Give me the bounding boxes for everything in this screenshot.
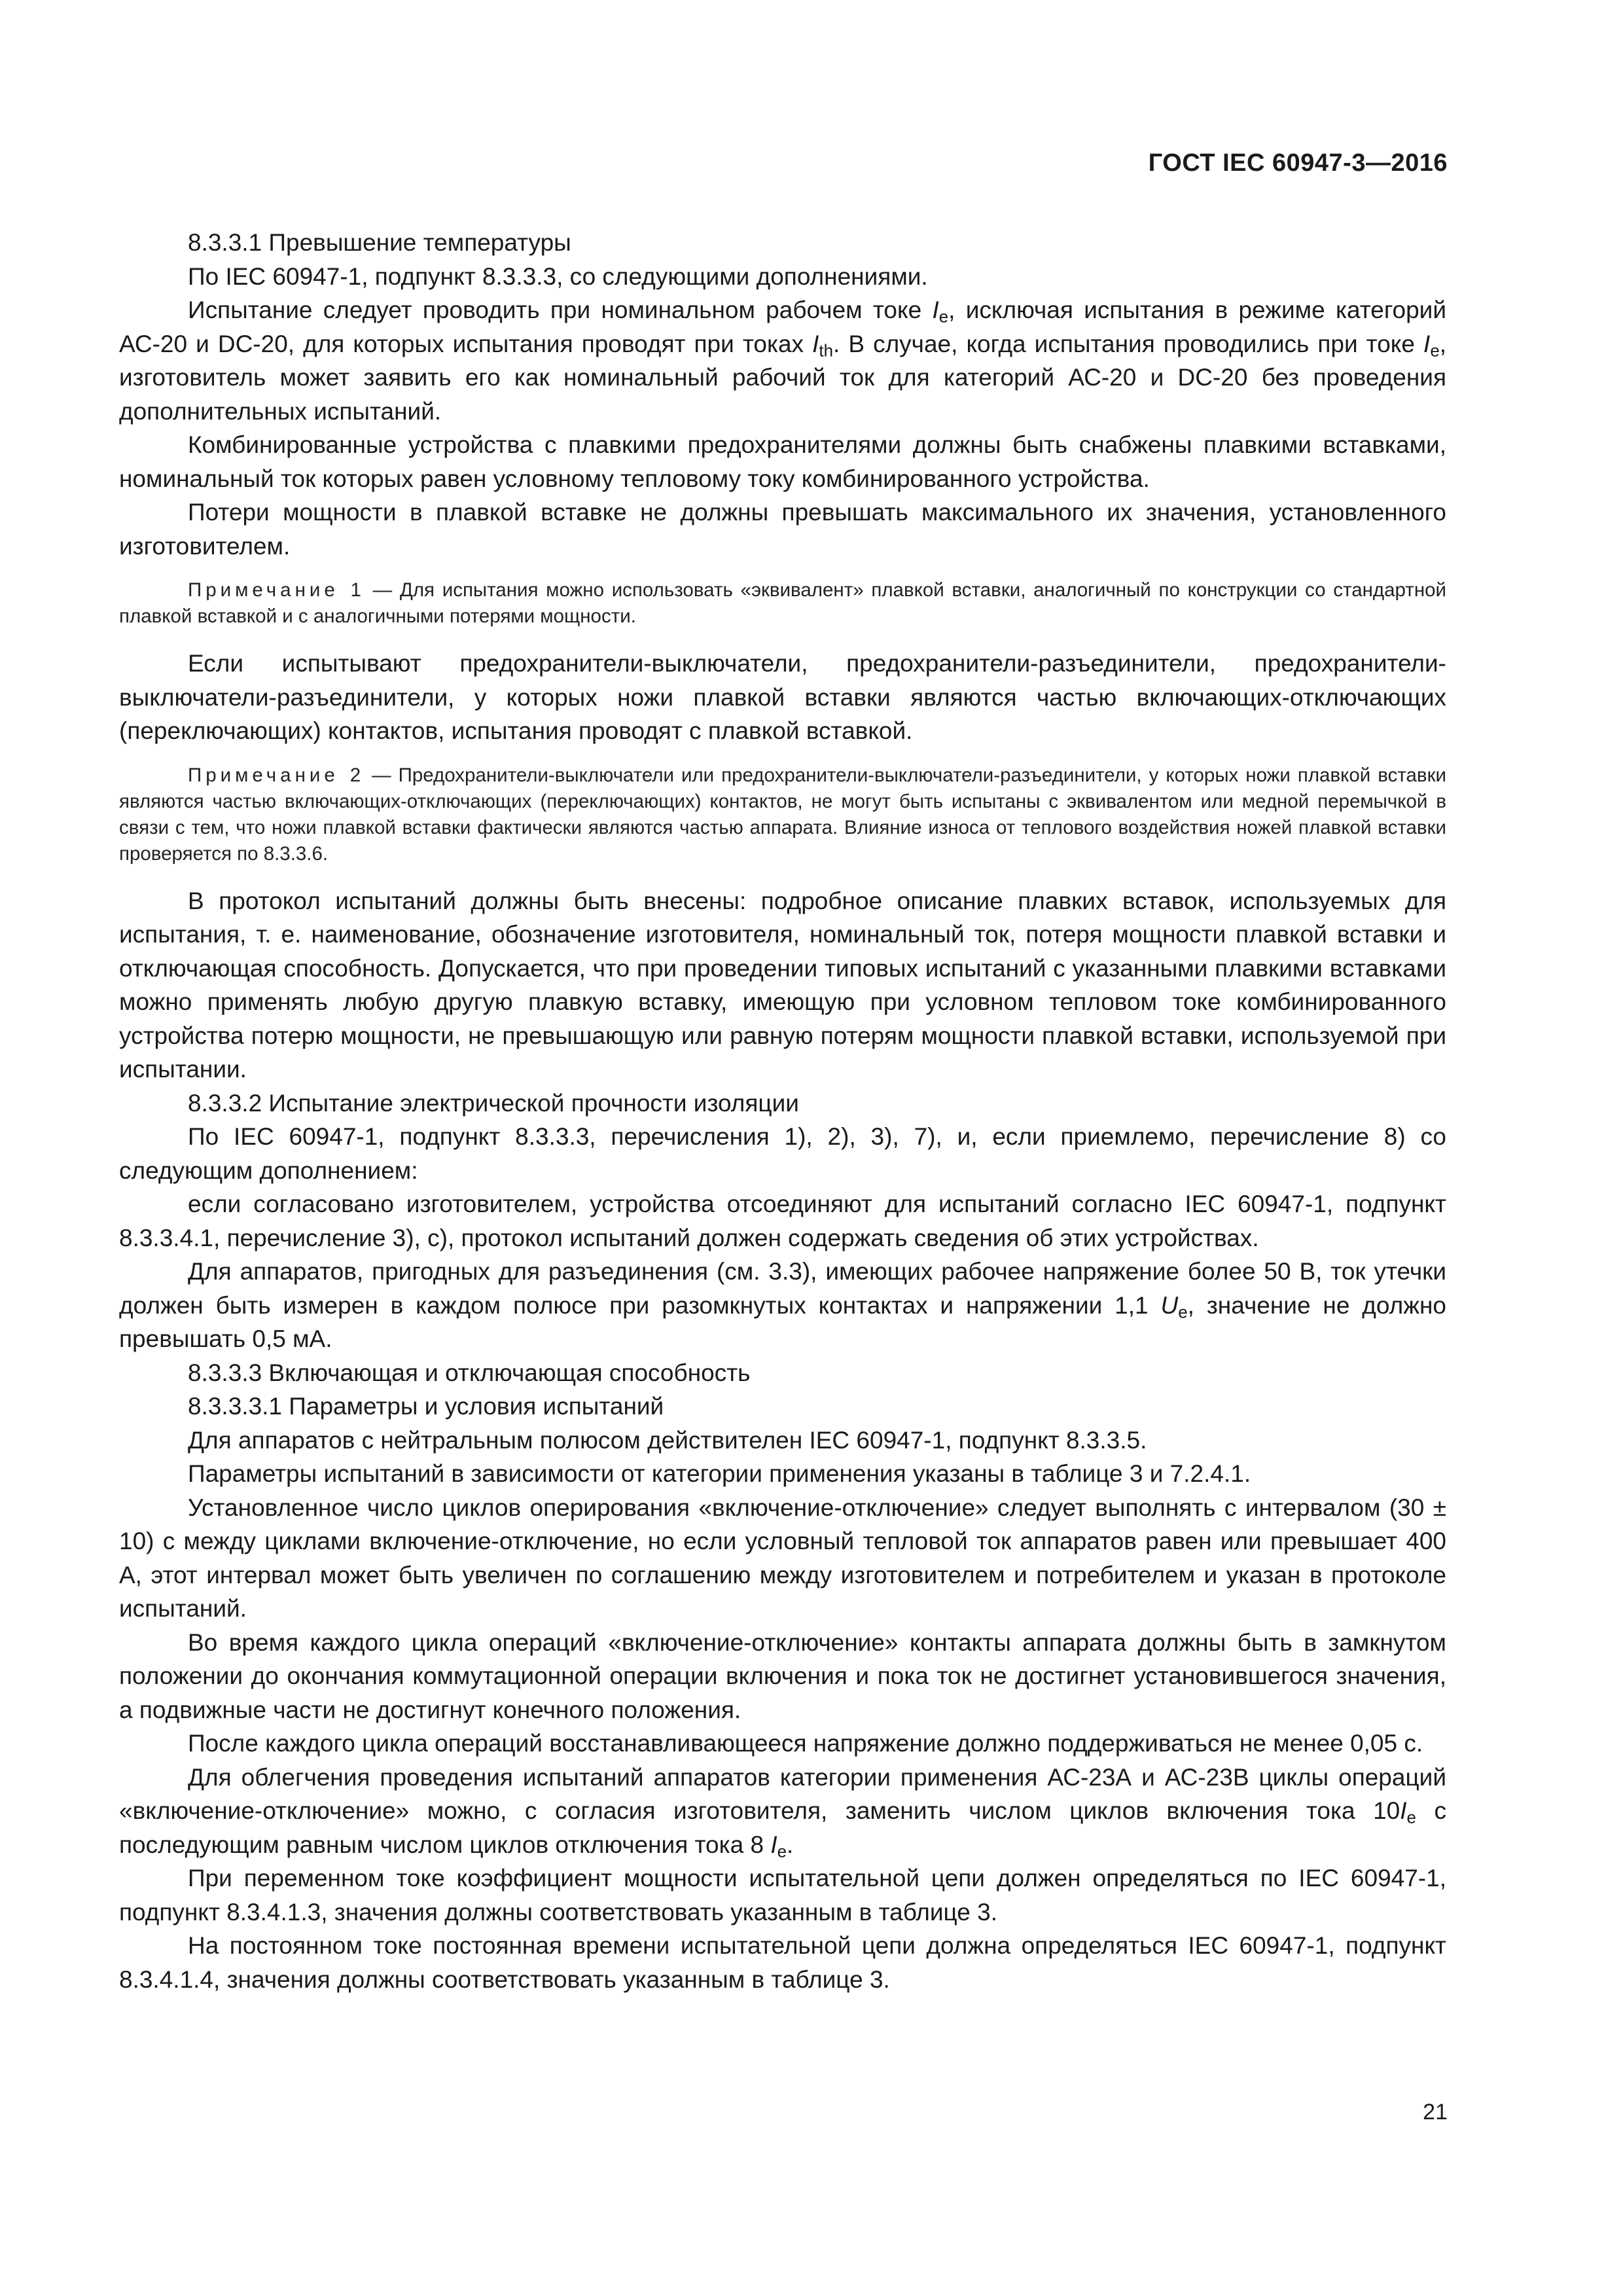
test-current-paragraph: Испытание следует проводить при номинальном рабочем токе $I_e$, исключая испытания в режиме категорий АС-20 и DC-20, для которых испытания проводят при токах $I_{th}$. В случае, когда испытания проводились при токе $I_e$, изготовитель может заявить его как номинальный рабочий ток для категорий АС-20 и DC-20 без проведения дополнительных испытаний. — [119, 296, 1446, 425]
recovery-voltage-paragraph: После каждого цикла операций восстанавливающееся напряжение должно поддерживаться не менее 0,05 с. — [188, 1730, 1423, 1757]
operating-cycles-paragraph: Установленное число циклов оперирования «включение-отключение» следует выполнять с интервалом (30 ± 10) с между циклами включение-отключение, но если условный тепловой ток аппаратов равен или превышает 400 А, этот интервал может быть увеличен по соглашению между изготовителем и потребителем и указан в протоколе испытаний. — [119, 1494, 1446, 1622]
contacts-position-paragraph: Во время каждого цикла операций «включение-отключение» контакты аппарата должны быть в замкнутом положении до окончания коммутационной операции включения и пока ток не достигнет установившегося значения, а подвижные части не достигнут конечного положения. — [119, 1628, 1446, 1723]
test-parameters-paragraph: Параметры испытаний в зависимости от категории применения указаны в таблице 3 и 7.2.4.1. — [188, 1460, 1251, 1487]
switch-fuses-paragraph: Если испытывают предохранители-выключатели, предохранители-разъединители, предохранители-выключатели-разъединители, у которых ножи плавкой вставки являются частью включающих-отключающих (переключающих) контактов, испытания проводят с плавкой вставкой. — [119, 650, 1446, 744]
section-8331-title: 8.3.3.1 Превышение температуры — [188, 229, 571, 256]
neutral-pole-paragraph: Для аппаратов с нейтральным полюсом действителен IEC 60947-1, подпункт 8.3.3.5. — [188, 1426, 1147, 1454]
power-factor-paragraph: При переменном токе коэффициент мощности испытательной цепи должен определяться по IEC 60947-1, подпункт 8.3.4.1.3, значения должны соответствовать указанным в таблице 3. — [119, 1865, 1446, 1926]
section-8333-title: 8.3.3.3 Включающая и отключающая способность — [188, 1359, 751, 1386]
note-2: Примечание 2 — Предохранители-выключатели или предохранители-выключатели-разъединители, у которых ножи плавкой вставки являются частью включающих-отключающих (переключающих) контактов, не могут быть испытаны с эквивалентом или медной перемычкой в связи с тем, что ножи плавкой вставки фактически являются частью аппарата. Влияние износа от теплового воздействия ножей плавкой вставки проверяется по 8.3.3.6. — [119, 764, 1446, 865]
page-content — [119, 226, 1446, 1996]
note-2-label: Примечание 2 — [188, 764, 365, 786]
protocol-paragraph: В протокол испытаний должны быть внесены: подробное описание плавких вставок, используемых для испытания, т. е. наименование, обозначение изготовителя, номинальный ток, потеря мощности плавкой вставки и отключающая способность. Допускается, что при проведении типовых испытаний с указанными плавкими вставками можно применять любую другую плавкую вставку, имеющую при условном тепловом токе комбинированного устройства потерю мощности, не превышающую или равную потерям мощности плавкой вставки, используемой при испытании. — [119, 887, 1446, 1083]
dc-time-constant-paragraph: На постоянном токе постоянная времени испытательной цепи должна определяться IEC 60947-1, подпункт 8.3.4.1.4, значения должны соответствовать указанным в таблице 3. — [119, 1932, 1446, 1993]
combined-devices-paragraph: Комбинированные устройства с плавкими предохранителями должны быть снабжены плавкими вставками, номинальный ток которых равен условному тепловому току комбинированного устройства. — [119, 431, 1446, 492]
section-8331-reference: По IEC 60947-1, подпункт 8.3.3.3, со следующими дополнениями. — [188, 262, 928, 290]
document-header: ГОСТ IEC 60947-3—2016 — [1148, 149, 1448, 177]
ac23-cycles-paragraph: Для облегчения проведения испытаний аппаратов категории применения АС-23А и АС-23В циклы операций «включение-отключение» можно, с согласия изготовителя, заменить числом циклов включения тока $10I_e$ с последующим равным числом циклов отключения тока 8 $I_e$. — [119, 1763, 1446, 1861]
note-1: Примечание 1 — Для испытания можно использовать «эквивалент» плавкой вставки, аналогичный по конструкции со стандартной плавкой вставкой и с аналогичными потерями мощности. — [119, 579, 1446, 627]
section-8332-reference: По IEC 60947-1, подпункт 8.3.3.3, перечисления 1), 2), 3), 7), и, если приемлемо, перечисление 8) со следующим дополнением: — [119, 1123, 1446, 1184]
page-number: 21 — [1423, 2100, 1448, 2125]
power-losses-paragraph: Потери мощности в плавкой вставке не должны превышать максимального их значения, установленного изготовителем. — [119, 499, 1446, 560]
section-83331-title: 8.3.3.3.1 Параметры и условия испытаний — [188, 1393, 664, 1420]
leakage-current-paragraph: Для аппаратов, пригодных для разъединения (см. 3.3), имеющих рабочее напряжение более 50 В, ток утечки должен быть измерен в каждом полюсе при разомкнутых контактах и напряжении 1,1 $U_e$, значение не должно превышать 0,5 мА. — [119, 1258, 1447, 1352]
section-8332-agreed: если согласовано изготовителем, устройства отсоединяют для испытаний согласно IEC 60947-1, подпункт 8.3.3.4.1, перечисление 3), с), протокол испытаний должен содержать сведения об этих устройствах. — [119, 1191, 1446, 1251]
section-8332-title: 8.3.3.2 Испытание электрической прочности изоляции — [188, 1089, 799, 1117]
note-1-label: Примечание 1 — [188, 579, 365, 601]
